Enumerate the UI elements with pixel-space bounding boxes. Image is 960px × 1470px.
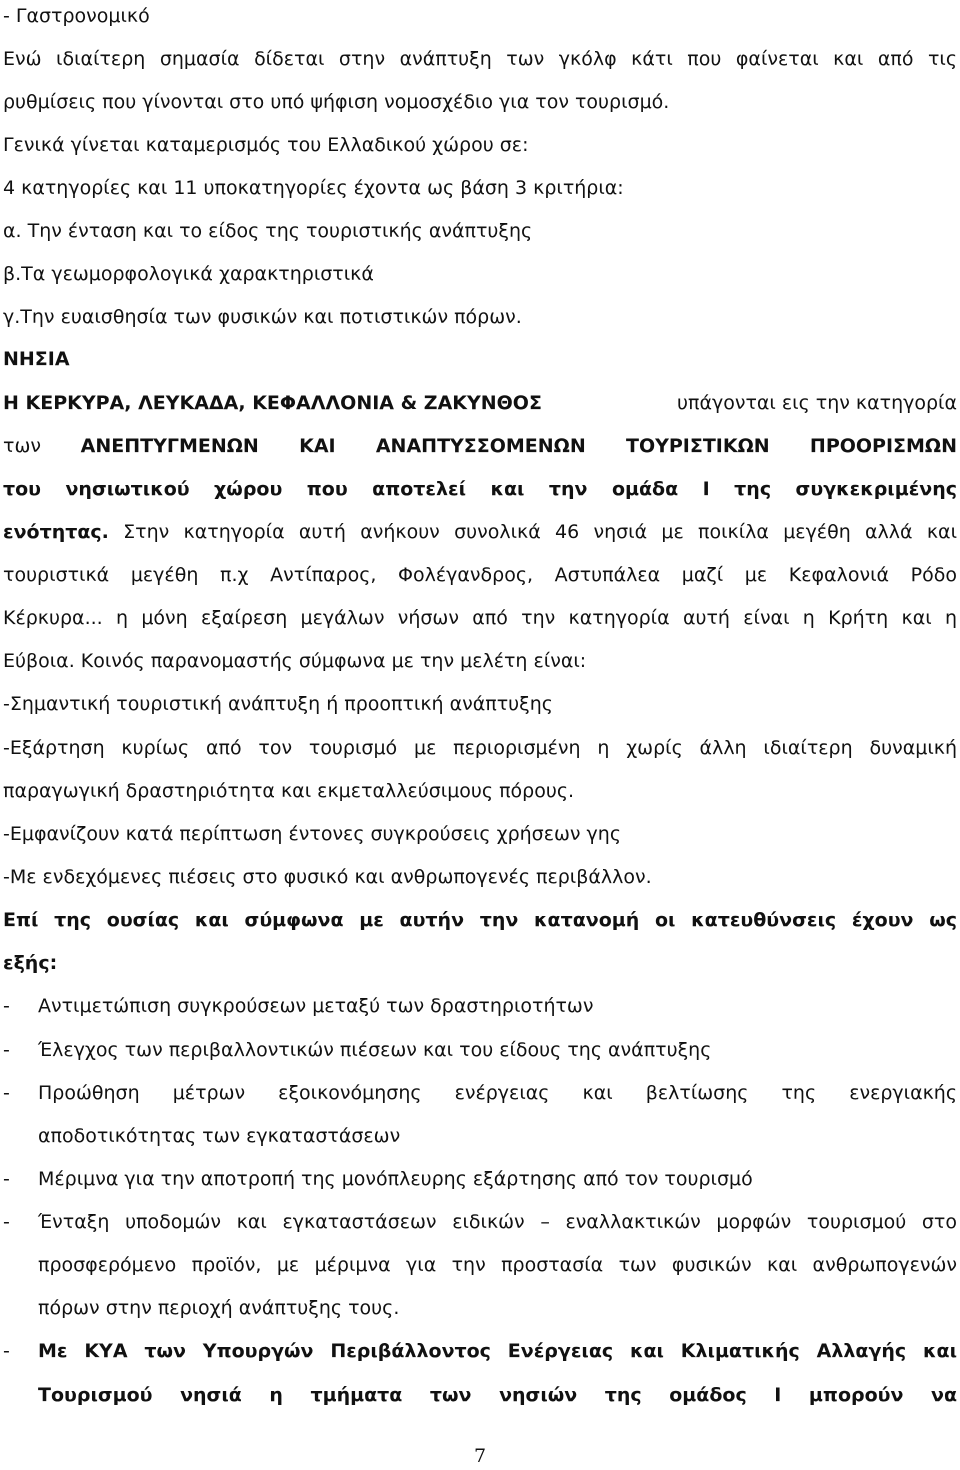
direction-item-5c: πόρων στην περιοχή ανάπτυξης τους. xyxy=(38,1297,400,1319)
direction-item-5a: Ένταξη υποδομών και εγκαταστάσεων ειδικών – εναλλακτικών μορφών τουρισμού στο xyxy=(38,1211,957,1233)
document-page: - Γαστρονομικό Ενώ ιδιαίτερη σημασία δίδεται στην ανάπτυξη των γκόλφ κάτι που φαίνεται και από τις ρυθμίσεις που γίνονται στο υπό ψήφιση νομοσχέδιο για τον τουρισμό. Γενικά γίνεται καταμερισμός του Ελλαδικού χώρου σε: 4 κατηγορίες και 11 υποκατηγορίες έχοντα ως βάση 3 κριτήρια: α. Την ένταση και το είδος της τουριστικής ανάπτυξης β.Τα γεωμορφολογικά χαρακτηριστικά γ.Την ευαισθησία των φυσικών και ποτιστικών πόρων. ΝΗΣΙΑ Η ΚΕΡΚΥΡΑ, ΛΕΥΚΑΔΑ, ΚΕΦΑΛΛΟΝΙΑ & ΖΑΚΥΝΘΟΣ υπάγονται εις την κατηγορία των ΑΝΕΠΤΥΓΜΕΝΩΝ ΚΑΙ ΑΝΑΠΤΥΣΣΟΜΕΝΩΝ ΤΟΥΡΙΣΤΙΚΩΝ ΠΡΟΟΡΙΣΜΩΝ του νησιωτικού χώρου που αποτελεί και την ομάδα Ι της συγκεκριμένης ενότητας. Στην κατηγορία αυτή ανήκουν συνολικά 46 νησιά με ποικίλα μεγέθη αλλά και τουριστικά μεγέθη π.χ Αντίπαρος, Φολέγανδρος, Αστυπάλεα μαζί με Κεφαλονιά Ρόδο Κέρκυρα... η μόνη εξαίρεση μεγάλων νήσων από την κατηγορία αυτή είναι η Κρήτη και η Εύβοια. Κοινός παρανομαστής σύμφωνα με την μελέτη είναι: -Σημαντική τουριστική ανάπτυξη ή προοπτική ανάπτυξης -Εξάρτηση κυρίως από τον τουρισμό με περιορισμένη η χωρίς άλλη ιδιαίτερη δυναμική παραγωγική δραστηριότητα και εκμεταλλεύσιμους πόρους. -Εμφανίζουν κατά περίπτωση έντονες συγκρούσεις χρήσεων γης -Με ενδεχόμενες πιέσεις στο φυσικό και ανθρωπογενές περιβάλλον. Επί της ουσίας και σύμφωνα με αυτήν την κατανομή οι κατευθύνσεις έχουν ως εξής: - Αντιμετώπιση συγκρούσεων μεταξύ των δραστηριοτήτων - Έλεγχος των περιβαλλοντικών πιέσεων και του είδους της ανάπτυξης - Προώθηση μέτρων εξοικονόμησης ενέργειας και βελτίωσης της ενεργιακής αποδοτικότητας των εγκαταστάσεων - Μέριμνα για την αποτροπή της μονόπλευρης εξάρτησης από τον τουρισμό - Ένταξη υποδομών και εγκαταστάσεων ειδικών – εναλλακτικών μορφών τουρισμού στο προσφερόμενο προϊόν, με μέριμνα για την προστασία των φυσικών και ανθρωπογενών πόρων στην περιοχή ανάπτυξης τους. - Με ΚΥΑ των Υπουργών Περιβάλλοντος Ενέργειας και Κλιματικής Αλλαγής και Τουρισμού νησιά η τμήματα των νησιών της ομάδος Ι μπορούν να 7 xyxy=(0,0,960,1470)
intro-line-1: Ενώ ιδιαίτερη σημασία δίδεται στην ανάπτυξη των γκόλφ κάτι που φαίνεται και από τις xyxy=(3,48,957,70)
common-trait-2b: παραγωγική δραστηριότητα και εκμεταλλεύσιμους πόρους. xyxy=(3,780,575,802)
page-number: 7 xyxy=(473,1445,487,1467)
common-trait-4: -Με ενδεχόμενες πιέσεις στο φυσικό και ανθρωπογενές περιβάλλον. xyxy=(3,866,652,888)
intro-line-4: 4 κατηγορίες και 11 υποκατηγορίες έχοντα ως βάση 3 κριτήρια: xyxy=(3,177,624,199)
islands-line-1 xyxy=(3,389,957,417)
islands-list: Η ΚΕΡΚΥΡΑ, ΛΕΥΚΑΔΑ, ΚΕΦΑΛΛΟΝΙΑ & ΖΑΚΥΝΘΟΣ xyxy=(3,392,542,414)
directions-heading-2: εξής: xyxy=(3,952,58,974)
direction-item-3b: αποδοτικότητας των εγκαταστάσεων xyxy=(38,1125,401,1147)
islands-line-7: Εύβοια. Κοινός παρανομαστής σύμφωνα με την μελέτη είναι: xyxy=(3,650,587,672)
intro-line-2: ρυθμίσεις που γίνονται στο υπό ψήφιση νομοσχέδιο για τον τουρισμό. xyxy=(3,91,670,113)
islands-line-1-rest: υπάγονται εις την κατηγορία xyxy=(677,392,957,414)
islands-line-5: τουριστικά μεγέθη π.χ Αντίπαρος, Φολέγανδρος, Αστυπάλεα μαζί με Κεφαλονιά Ρόδο xyxy=(3,564,957,586)
direction-item-6a: Με ΚΥΑ των Υπουργών Περιβάλλοντος Ενέργειας και Κλιματικής Αλλαγής και xyxy=(38,1340,957,1362)
heading-gastronomy: - Γαστρονομικό xyxy=(3,5,150,27)
direction-item-6b: Τουρισμού νησιά η τμήματα των νησιών της ομάδος Ι μπορούν να xyxy=(38,1384,957,1406)
criterion-b: β.Τα γεωμορφολογικά χαρακτηριστικά xyxy=(3,263,374,285)
common-trait-3: -Εμφανίζουν κατά περίπτωση έντονες συγκρούσεις χρήσεων γης xyxy=(3,823,621,845)
islands-heading: ΝΗΣΙΑ xyxy=(3,348,70,370)
islands-line-4: ενότητας. Στην κατηγορία αυτή ανήκουν συνολικά 46 νησιά με ποικίλα μεγέθη αλλά και xyxy=(3,521,957,543)
islands-line-3: του νησιωτικού χώρου που αποτελεί και την ομάδα Ι της συγκεκριμένης xyxy=(3,478,957,500)
intro-line-3: Γενικά γίνεται καταμερισμός του Ελλαδικού χώρου σε: xyxy=(3,134,529,156)
directions-heading-1: Επί της ουσίας και σύμφωνα με αυτήν την κατανομή οι κατευθύνσεις έχουν ως xyxy=(3,909,957,931)
islands-line-2: των ΑΝΕΠΤΥΓΜΕΝΩΝ ΚΑΙ ΑΝΑΠΤΥΣΣΟΜΕΝΩΝ ΤΟΥΡΙΣΤΙΚΩΝ ΠΡΟΟΡΙΣΜΩΝ xyxy=(3,435,957,457)
common-trait-1: -Σημαντική τουριστική ανάπτυξη ή προοπτική ανάπτυξης xyxy=(3,693,553,715)
criterion-a: α. Την ένταση και το είδος της τουριστικής ανάπτυξης xyxy=(3,220,533,242)
common-trait-2a: -Εξάρτηση κυρίως από τον τουρισμό με περιορισμένη η χωρίς άλλη ιδιαίτερη δυναμική xyxy=(3,737,957,759)
criterion-c: γ.Την ευαισθησία των φυσικών και ποτιστικών πόρων. xyxy=(3,306,522,328)
islands-line-6: Κέρκυρα... η μόνη εξαίρεση μεγάλων νήσων από την κατηγορία αυτή είναι η Κρήτη και η xyxy=(3,607,957,629)
direction-item-5b: προσφερόμενο προϊόν, με μέριμνα για την προστασία των φυσικών και ανθρωπογενών xyxy=(38,1254,957,1276)
direction-item-3a: Προώθηση μέτρων εξοικονόμησης ενέργειας και βελτίωσης της ενεργιακής xyxy=(38,1082,957,1104)
